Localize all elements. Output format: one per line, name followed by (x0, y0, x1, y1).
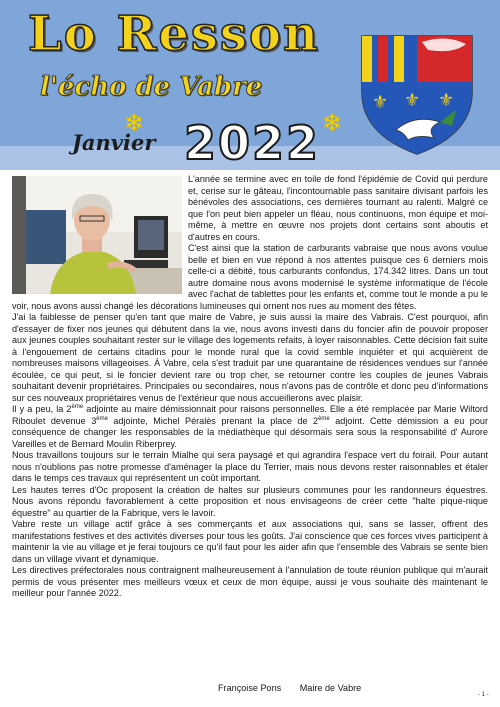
paragraph: Vabre reste un village actif grâce à ses commerçants et aux associations qui, sans se lasser, offrent des manifestations festives et des activités diverses pour tous les goûts. J'ai conscience que ces forces vives participent à maintenir la vie au village et je ferai toujours ce qu'il faut pour les aider afin que l'ensemble des Vabrais se sente bien dans un village vivant et dynamique. (12, 519, 488, 564)
editorial-article (12, 174, 488, 600)
signature-name: Françoise Pons (218, 683, 282, 693)
paragraph: C'est ainsi que la station de carburants vabraise que nous avons voulue belle et bien en vue répond à nos attentes puisque ces 6 derniers mois celle-ci a débité, tous carburants confondus, 174.342 litres. Dans un tout autre domaine nous avons modernisé le système informatique de l'école avec l'achat de tablettes pour les enfants et, comme tout le monde a pu le voir, nous avons aussi changé les décorations lumineuses qui ornent nos rues au moment des fêtes. (12, 243, 488, 311)
paragraph: Nous travaillons toujours sur le terrain Mialhe qui sera paysagé et qui agrandira l'espace vert du foirail. Pour autant nous n'oublions pas notre promesse d'aménager la place du Terrier, mais nous devons rester raisonnables et étaler dans le temps ces travaux qui représentent un coût important. (12, 450, 488, 483)
coat-of-arms-icon (356, 30, 478, 158)
svg-text:⚜: ⚜ (438, 90, 455, 111)
newsletter-subtitle: l'écho de Vabre (40, 72, 263, 102)
issue-year: 2022 (184, 116, 321, 170)
svg-text:⚜: ⚜ (372, 92, 389, 113)
paragraph: J'ai la faiblesse de penser qu'en tant que maire de Vabre, je suis aussi la maire des Vabrais. C'est pourquoi, afin d'essayer de fixer nos jeunes qui débutent dans la vie, nous avons investi dans du foncier afin de pouvoir proposer aux jeunes couples souhaitant rester sur le village des logements refaits, à loyer raisonnables. Cette décision fait suite à l'engouement de certains citadins pour le monde rural que la covid semble inquiéter et qui acquièrent de nombreuses maisons villageoises. À Vabre, cela s'est traduit par une quarantaine de résidences vendues sur l'année écoulée, ce qui peut, si le foncier devient rare ou trop cher, se retourner contre les couples de jeunes Vabrais souhaitant devenir propriétaires. Principales ou secondaires, nous n'avons pas de contrôle et donc peu d'informations sur ces nouveaux propriétaires venus de l'extérieur que nous accueillerons avec plaisir. (12, 312, 488, 403)
newsletter-title: Lo Resson (28, 6, 320, 62)
paragraph: Les directives préfectorales nous contraignent malheureusement à l'annulation de toute réunion publique qui m'aurait permis de vous présenter mes meilleurs vœux et ceux de mon équipe, aussi je vous souhaite dès maintenant le meilleur pour l'année 2022. (12, 565, 488, 598)
snowflake-icon: ❄ (124, 110, 145, 137)
paragraph: Les hautes terres d'Oc proposent la création de haltes sur plusieurs communes pour les randonneurs équestres. Nous avons répondu favorablement à cette proposition et nous envisageons de créer cette "halte pique-nique équestre" au quartier de la Fabrique, vers le lavoir. (12, 484, 488, 518)
issue-month: Janvier (72, 130, 156, 155)
signature-role: Maire de Vabre (299, 683, 362, 693)
svg-text:⚜: ⚜ (404, 90, 421, 111)
page-number: - 1 - (478, 692, 489, 698)
paragraph: Il y a peu, la 2ème adjointe au maire démissionnait pour raisons personnelles. Elle a été remplacée par Marie Wiltord Riboulet devenue 3ème adjointe, Michel Péralès prenant la place de 2ème adjoint. Cette démission a eu pour conséquence de changer les responsables de la médiathèque qui désormais sera sous la responsabilité d' Aurore Vareilles et de Bernard Moulin Riberprey. (12, 403, 488, 449)
snowflake-icon: ❄ (322, 110, 343, 137)
paragraph: L'année se termine avec en toile de fond l'épidémie de Covid qui perdure et, cerise sur le gâteau, l'incontournable pass sanitaire divisant parfois les bénévoles des associations, ces dernières tournant au ralenti. Malgré ce que l'on peut bien appeler un fléau, nous continuons, mon équipe et moi-même, à mettre en œuvre nos projets dont certains sont aboutis et d'autres en cours. (188, 174, 488, 242)
signature (218, 683, 377, 693)
